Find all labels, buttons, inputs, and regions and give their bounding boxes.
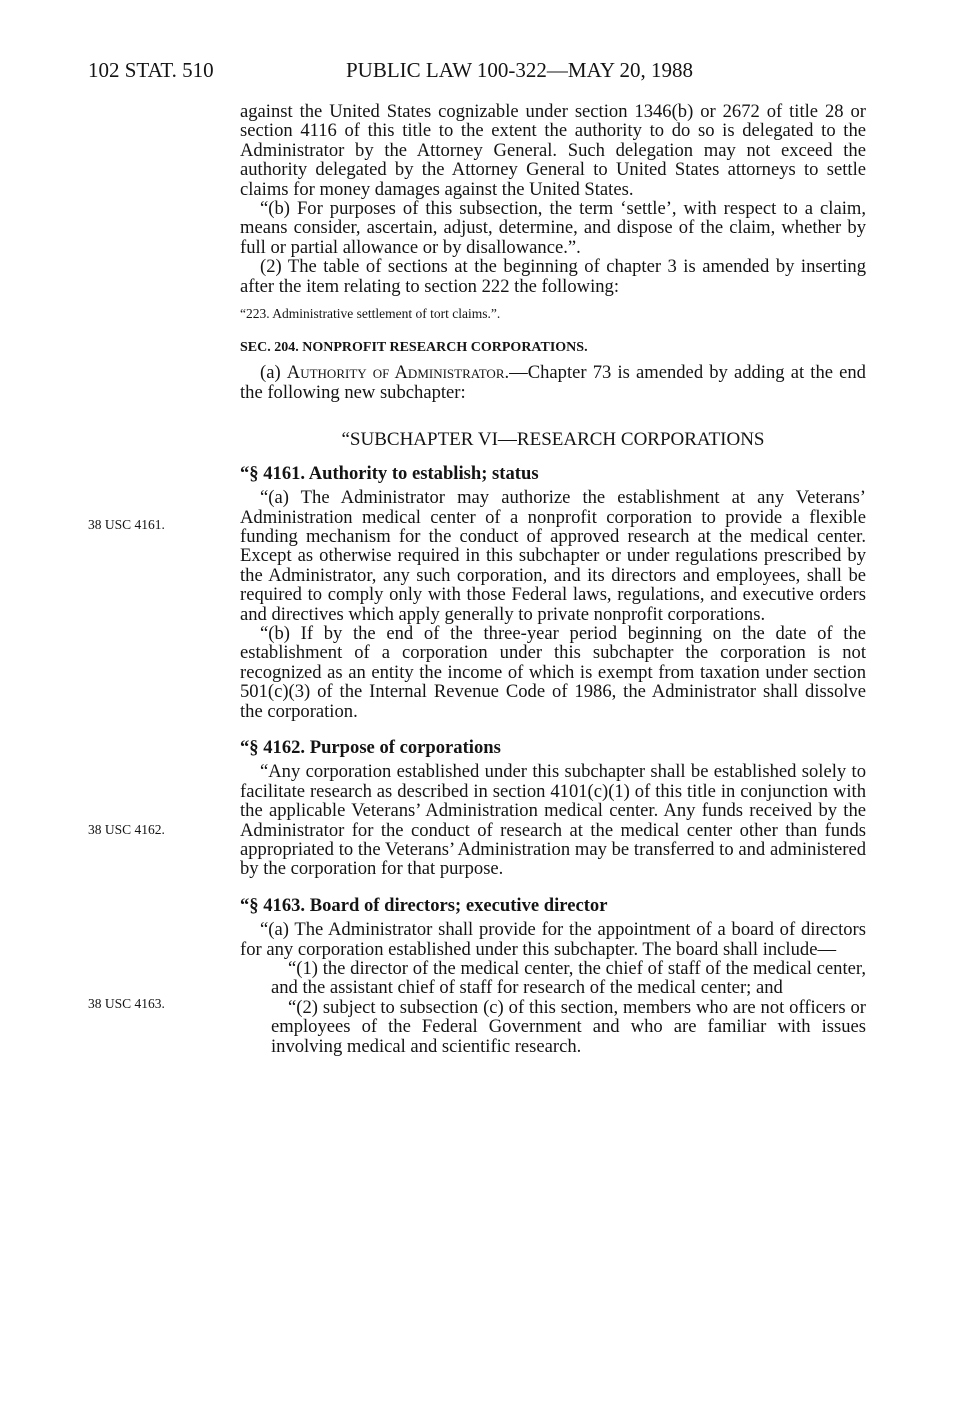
subsection-a (240, 363, 866, 402)
subsection-a-prefix: (a) (260, 362, 287, 384)
margin-note-4163: 38 USC 4163. (88, 996, 165, 1011)
section-4163-a-1: “(1) the director of the medical center, the chief of staff of the medical center, and the assistant chief of staff for research of the medical center; and (271, 958, 866, 999)
subsection-a-heading: Authority of Administrator. (286, 362, 510, 384)
section-4161-b: “(b) If by the end of the three-year period beginning on the date of the establishment of a corporation under this subchapter the corporation is not recognized as an entity the income of which is exempt from taxation under section 501(c)(3) of the Internal Revenue Code of 1986, the Administrator shall dissolve the corporation. (240, 622, 866, 722)
section-4162-heading: “§ 4162. Purpose of corporations (240, 736, 501, 758)
paragraph-b: “(b) For purposes of this subsection, the term ‘settle’, with respect to a claim, means consider, ascertain, adjust, determine, and dispose of the claim, whether by full or partial allowance or by disallowance.”. (240, 198, 866, 258)
margin-note-4162: 38 USC 4162. (88, 822, 165, 837)
section-4163-a: “(a) The Administrator shall provide for the appointment of a board of directors for any corporation established under this subchapter. The board shall include— (240, 919, 866, 960)
section-4163-heading: “§ 4163. Board of directors; executive director (240, 894, 608, 916)
section-4162-text: “Any corporation established under this subchapter shall be established solely to facilitate research as described in section 4101(c)(1) of this title in conjunction with the applicable Veterans’ Administration medical center. Any funds received by the Administrator for the conduct of research at the medical center other than funds appropriated to the Veterans’ Administration may be transferred to and administered by the corporation for that purpose. (240, 761, 866, 880)
body-text (240, 102, 866, 1056)
section-4161-heading: “§ 4161. Authority to establish; status (240, 462, 539, 484)
section-4163-a-2: “(2) subject to subsection (c) of this section, members who are not officers or employees of the Federal Government and who are familiar with issues involving medical and scientific research. (271, 996, 866, 1057)
continued-paragraph: against the United States cognizable under section 1346(b) or 2672 of title 28 or section 4116 of this title to the extent the authority to do so is delegated to the Administrator by the Attorney General. Such delegation may not exceed the authority delegated by the Attorney General to United States attorneys to settle claims for money damages against the United States. (240, 101, 866, 200)
table-item: “223. Administrative settlement of tort claims.”. (240, 306, 501, 322)
subsection-a-text: —Chapter 73 is amended by adding at the end the following new subchapter: (240, 362, 866, 403)
law-title: PUBLIC LAW 100-322—MAY 20, 1988 (346, 58, 693, 82)
section-204-title: SEC. 204. NONPROFIT RESEARCH CORPORATIONS. (240, 340, 588, 356)
section-4161-a: “(a) The Administrator may authorize the establishment at any Veterans’ Administration medical center of a nonprofit corporation to provide a flexible funding mechanism for the conduct of approved research at the medical center. Except as otherwise required in this subchapter or under regulations prescribed by the Administrator, any such corporation, and its directors and employees, shall be required to comply only with those Federal laws, regulations, and executive orders and directives which apply generally to private nonprofit corporations. (240, 487, 866, 625)
subchapter-heading: “SUBCHAPTER VI—RESEARCH CORPORATIONS (341, 429, 765, 451)
paragraph-2: (2) The table of sections at the beginning of chapter 3 is amended by inserting after the item relating to section 222 the following: (240, 256, 866, 297)
margin-note-4161: 38 USC 4161. (88, 517, 165, 532)
stat-citation: 102 STAT. 510 (88, 58, 214, 82)
